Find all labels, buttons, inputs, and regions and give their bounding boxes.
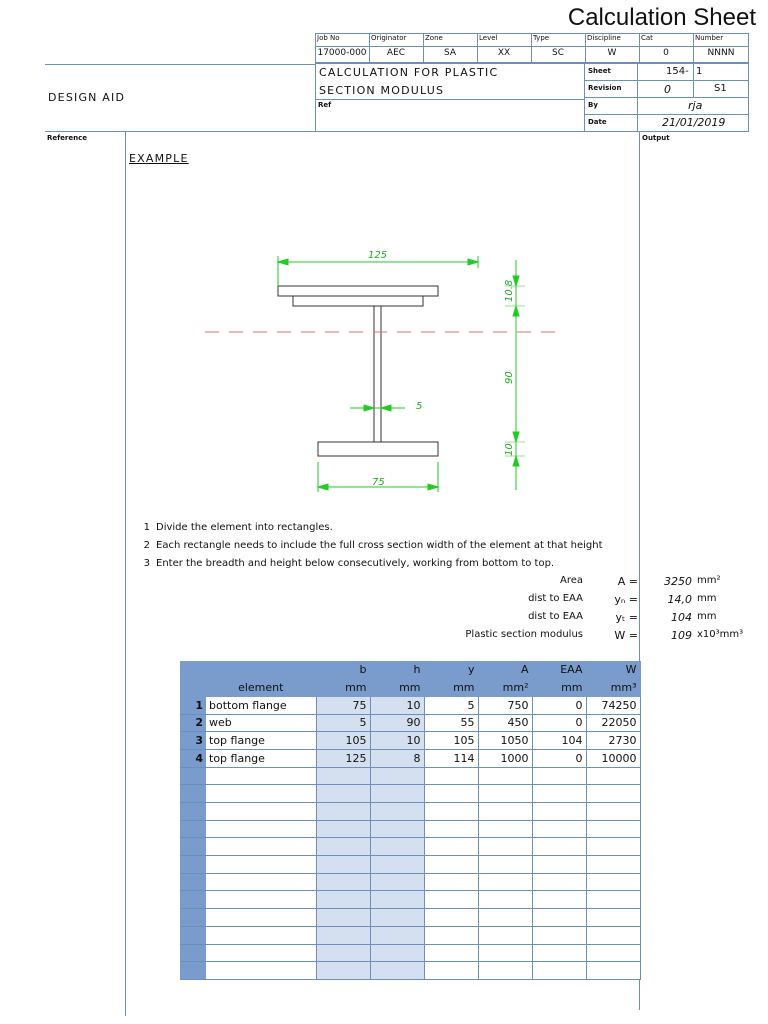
field-value: AEC: [386, 48, 406, 58]
table-cell[interactable]: [424, 891, 478, 909]
table-cell[interactable]: top flange: [206, 749, 316, 767]
table-cell[interactable]: [478, 820, 532, 838]
result-unit: mm: [697, 593, 717, 604]
top-flange-lower: [293, 296, 423, 306]
by-label: By: [588, 101, 598, 109]
bottom-flange-rect: [318, 442, 438, 456]
table-cell[interactable]: [316, 838, 370, 856]
table-cell[interactable]: [424, 873, 478, 891]
field-label: Job No: [317, 34, 340, 42]
table-row: [180, 856, 640, 874]
table-cell[interactable]: [478, 891, 532, 909]
top-flange-upper: [278, 286, 438, 296]
table-cell[interactable]: [370, 820, 424, 838]
table-cell[interactable]: 90: [370, 714, 424, 732]
table-cell[interactable]: [532, 926, 586, 944]
web-w-label: 5: [416, 401, 423, 412]
table-cell[interactable]: [316, 926, 370, 944]
table-row: [180, 873, 640, 891]
table-cell[interactable]: 105: [316, 732, 370, 750]
field-value: 17000-000: [317, 48, 367, 58]
table-cell[interactable]: [478, 909, 532, 927]
table-cell[interactable]: 5: [424, 696, 478, 714]
table-row: [180, 944, 640, 962]
sheet-info-row3: [584, 114, 749, 115]
sheet-value: 154-: [666, 66, 689, 77]
table-cell[interactable]: [370, 873, 424, 891]
table-cell[interactable]: [180, 838, 206, 856]
revision-value: 0: [664, 83, 671, 96]
table-cell: y: [424, 661, 478, 679]
result-label: dist to EAA: [528, 593, 583, 604]
table-cell: b: [316, 661, 370, 679]
table-cell[interactable]: [532, 803, 586, 821]
field-value: XX: [497, 48, 511, 58]
table-cell: mm: [370, 679, 424, 697]
result-value: 109: [671, 629, 692, 642]
table-cell[interactable]: [478, 962, 532, 980]
header-fields-bottom: [315, 62, 749, 64]
table-row: [180, 732, 640, 750]
table-cell: [180, 679, 206, 697]
section-outline: [278, 286, 438, 456]
result-symbol: A =: [617, 575, 638, 588]
table-cell[interactable]: [424, 785, 478, 803]
table-cell[interactable]: [206, 767, 316, 785]
table-cell: [180, 661, 206, 679]
table-cell[interactable]: [586, 926, 640, 944]
table-cell[interactable]: [180, 891, 206, 909]
table-cell[interactable]: [586, 820, 640, 838]
field-label: Number: [695, 34, 724, 42]
table-cell[interactable]: [180, 944, 206, 962]
table-cell[interactable]: 114: [424, 749, 478, 767]
table-cell[interactable]: [206, 944, 316, 962]
step-number: 2: [143, 540, 150, 551]
table-cell[interactable]: 8: [370, 749, 424, 767]
table-cell[interactable]: 0: [532, 696, 586, 714]
sheet-title: Calculation Sheet: [567, 4, 756, 31]
table-cell[interactable]: 10: [370, 696, 424, 714]
table-cell[interactable]: [316, 856, 370, 874]
table-row: [180, 962, 640, 980]
field-label: Discipline: [587, 34, 621, 42]
table-cell[interactable]: [180, 873, 206, 891]
revision-label: Revision: [588, 84, 622, 92]
step-number: 3: [143, 558, 150, 569]
table-cell[interactable]: [206, 873, 316, 891]
field-label: Type: [533, 34, 550, 42]
table-cell[interactable]: [532, 785, 586, 803]
table-cell[interactable]: 5: [316, 714, 370, 732]
table-cell[interactable]: [478, 873, 532, 891]
table-cell[interactable]: 750: [478, 696, 532, 714]
table-cell[interactable]: [532, 820, 586, 838]
result-unit: x10³mm³: [697, 629, 744, 640]
result-value: 3250: [664, 575, 692, 588]
table-cell[interactable]: [478, 926, 532, 944]
sheet-info-row1: [584, 80, 749, 81]
date-label: Date: [588, 118, 607, 126]
table-cell[interactable]: [316, 962, 370, 980]
table-cell: mm³: [586, 679, 640, 697]
table-row: [180, 820, 640, 838]
table-cell[interactable]: [180, 803, 206, 821]
table-row: [180, 714, 640, 732]
header-row-divider: [315, 46, 749, 47]
result-unit: mm²: [697, 575, 721, 586]
field-label: Cat: [641, 34, 653, 42]
table-cell[interactable]: [316, 767, 370, 785]
table-cell[interactable]: [424, 926, 478, 944]
revision-code: S1: [714, 83, 727, 94]
table-cell: h: [370, 661, 424, 679]
table-cell[interactable]: [180, 926, 206, 944]
table-cell[interactable]: [206, 785, 316, 803]
table-cell[interactable]: [316, 785, 370, 803]
table-cell[interactable]: [424, 944, 478, 962]
table-cell[interactable]: [424, 767, 478, 785]
table-cell[interactable]: [206, 820, 316, 838]
result-value: 104: [671, 611, 692, 624]
table-cell[interactable]: [180, 785, 206, 803]
table-cell[interactable]: 1050: [478, 732, 532, 750]
table-cell[interactable]: [532, 944, 586, 962]
calc-title-line2: SECTION MODULUS: [319, 84, 445, 97]
table-cell[interactable]: 450: [478, 714, 532, 732]
table-cell[interactable]: [532, 962, 586, 980]
table-cell[interactable]: [370, 944, 424, 962]
table-cell[interactable]: [180, 909, 206, 927]
table-cell[interactable]: [532, 909, 586, 927]
table-cell[interactable]: [316, 873, 370, 891]
result-symbol: yₙ =: [614, 593, 638, 606]
table-cell[interactable]: [424, 909, 478, 927]
step-text: Divide the element into rectangles.: [156, 522, 333, 533]
table-cell[interactable]: 104: [532, 732, 586, 750]
table-cell[interactable]: 4: [180, 749, 206, 767]
table-cell[interactable]: 1000: [478, 749, 532, 767]
table-cell[interactable]: [370, 891, 424, 909]
table-cell[interactable]: 105: [424, 732, 478, 750]
table-cell[interactable]: [370, 838, 424, 856]
table-cell[interactable]: [586, 873, 640, 891]
table-cell[interactable]: 22050: [586, 714, 640, 732]
table-cell[interactable]: [206, 962, 316, 980]
table-cell[interactable]: [478, 944, 532, 962]
field-value: SA: [443, 48, 457, 58]
example-heading: EXAMPLE: [129, 152, 189, 165]
table-cell: element: [206, 679, 316, 697]
reference-label: Reference: [47, 134, 88, 142]
table-cell: EAA: [532, 661, 586, 679]
table-cell[interactable]: [424, 803, 478, 821]
table-cell[interactable]: [586, 909, 640, 927]
table-cell[interactable]: 2730: [586, 732, 640, 750]
table-cell[interactable]: 10000: [586, 749, 640, 767]
table-cell[interactable]: [478, 785, 532, 803]
table-cell[interactable]: [532, 767, 586, 785]
table-cell[interactable]: [180, 962, 206, 980]
table-cell[interactable]: 0: [532, 749, 586, 767]
table-cell[interactable]: [586, 803, 640, 821]
table-cell[interactable]: [316, 891, 370, 909]
table-cell: mm: [424, 679, 478, 697]
table-cell[interactable]: [370, 909, 424, 927]
table-cell[interactable]: [370, 962, 424, 980]
top-width-label: 125: [368, 250, 388, 261]
header-bottom-border: [45, 131, 749, 132]
table-cell[interactable]: [532, 856, 586, 874]
table-cell[interactable]: [206, 803, 316, 821]
field-label: Originator: [371, 34, 407, 42]
table-cell: [206, 661, 316, 679]
table-cell[interactable]: [478, 803, 532, 821]
table-cell: mm²: [478, 679, 532, 697]
table-cell[interactable]: [478, 767, 532, 785]
step-text: Enter the breadth and height below consecutively, working from bottom to top.: [156, 558, 555, 569]
table-cell[interactable]: [206, 909, 316, 927]
step-number: 1: [143, 522, 150, 533]
table-cell[interactable]: [532, 838, 586, 856]
table-row: [180, 891, 640, 909]
table-cell[interactable]: top flange: [206, 732, 316, 750]
sheet-label: Sheet: [588, 67, 611, 75]
table-cell[interactable]: [586, 856, 640, 874]
table-row: [180, 767, 640, 785]
bottom-width-label: 75: [372, 477, 385, 488]
table-header-row: [180, 679, 640, 697]
table-cell[interactable]: [206, 838, 316, 856]
table-cell[interactable]: 0: [532, 714, 586, 732]
calc-title-line1: CALCULATION FOR PLASTIC: [319, 66, 499, 79]
table-cell[interactable]: [370, 767, 424, 785]
table-cell[interactable]: 55: [424, 714, 478, 732]
field-value: W: [607, 48, 617, 58]
top-h-label: 10.8: [504, 279, 515, 302]
table-cell[interactable]: [370, 785, 424, 803]
table-cell[interactable]: [586, 838, 640, 856]
table-cell: mm: [532, 679, 586, 697]
table-row: [180, 749, 640, 767]
result-unit: mm: [697, 611, 717, 622]
table-cell: mm: [316, 679, 370, 697]
table-cell[interactable]: [206, 856, 316, 874]
table-cell[interactable]: 75: [316, 696, 370, 714]
table-cell[interactable]: [316, 803, 370, 821]
table-cell[interactable]: [316, 820, 370, 838]
table-cell[interactable]: [370, 803, 424, 821]
table-cell[interactable]: [370, 926, 424, 944]
table-row: [180, 803, 640, 821]
output-label: Output: [642, 134, 670, 142]
sheet-info-row2: [584, 97, 749, 98]
table-cell[interactable]: 3: [180, 732, 206, 750]
result-symbol: W =: [614, 629, 638, 642]
field-label: Level: [479, 34, 498, 42]
field-label: Zone: [425, 34, 443, 42]
table-row: [180, 785, 640, 803]
table-cell[interactable]: [424, 838, 478, 856]
table-cell[interactable]: [180, 820, 206, 838]
table-cell[interactable]: [180, 856, 206, 874]
field-value: SC: [552, 48, 564, 58]
result-label: Area: [559, 575, 583, 586]
field-value: NNNN: [707, 48, 735, 58]
table-cell[interactable]: [586, 767, 640, 785]
table-cell[interactable]: 2: [180, 714, 206, 732]
table-cell[interactable]: [424, 856, 478, 874]
table-cell[interactable]: web: [206, 714, 316, 732]
table-cell: W: [586, 661, 640, 679]
table-cell[interactable]: [424, 820, 478, 838]
sheet-number: 1: [696, 66, 703, 77]
table-cell[interactable]: [180, 767, 206, 785]
table-cell[interactable]: [206, 926, 316, 944]
table-cell[interactable]: bottom flange: [206, 696, 316, 714]
date-value: 21/01/2019: [662, 116, 726, 129]
table-cell[interactable]: [316, 909, 370, 927]
i-section-diagram: [200, 240, 560, 500]
web-rect: [374, 306, 381, 442]
result-symbol: yₜ =: [615, 611, 638, 624]
table-cell[interactable]: [586, 891, 640, 909]
table-header-row: [180, 661, 640, 679]
reference-column-line: [125, 132, 126, 1016]
table-row: [180, 696, 640, 714]
bottom-h-label: 10: [504, 443, 515, 456]
web-h-label: 90: [504, 371, 515, 384]
design-aid-label: DESIGN AID: [48, 91, 126, 104]
table-cell[interactable]: [478, 856, 532, 874]
table-cell[interactable]: [424, 962, 478, 980]
table-cell[interactable]: [478, 838, 532, 856]
table-cell[interactable]: 1: [180, 696, 206, 714]
result-label: dist to EAA: [528, 611, 583, 622]
result-value: 14,0: [667, 593, 692, 606]
by-value: rja: [688, 99, 703, 112]
table-cell[interactable]: [316, 944, 370, 962]
calc-table: [180, 661, 641, 980]
table-cell[interactable]: [370, 856, 424, 874]
table-cell[interactable]: [586, 962, 640, 980]
table-cell[interactable]: [586, 944, 640, 962]
table-cell[interactable]: [206, 891, 316, 909]
revision-divider: [693, 81, 694, 97]
ref-label: Ref: [318, 101, 332, 109]
table-cell: A: [478, 661, 532, 679]
result-label: Plastic section modulus: [465, 629, 583, 640]
table-cell[interactable]: 125: [316, 749, 370, 767]
step-text: Each rectangle needs to include the full cross section width of the element at that height: [156, 540, 603, 551]
title-box-mid: [316, 99, 584, 100]
table-row: [180, 909, 640, 927]
table-cell[interactable]: [586, 785, 640, 803]
table-row: [180, 926, 640, 944]
field-value: 0: [663, 48, 669, 58]
design-aid-top-line: [45, 64, 316, 65]
table-cell[interactable]: [532, 873, 586, 891]
table-cell[interactable]: [532, 891, 586, 909]
sheet-value-divider: [693, 64, 694, 80]
table-cell[interactable]: 10: [370, 732, 424, 750]
table-cell[interactable]: 74250: [586, 696, 640, 714]
table-row: [180, 838, 640, 856]
